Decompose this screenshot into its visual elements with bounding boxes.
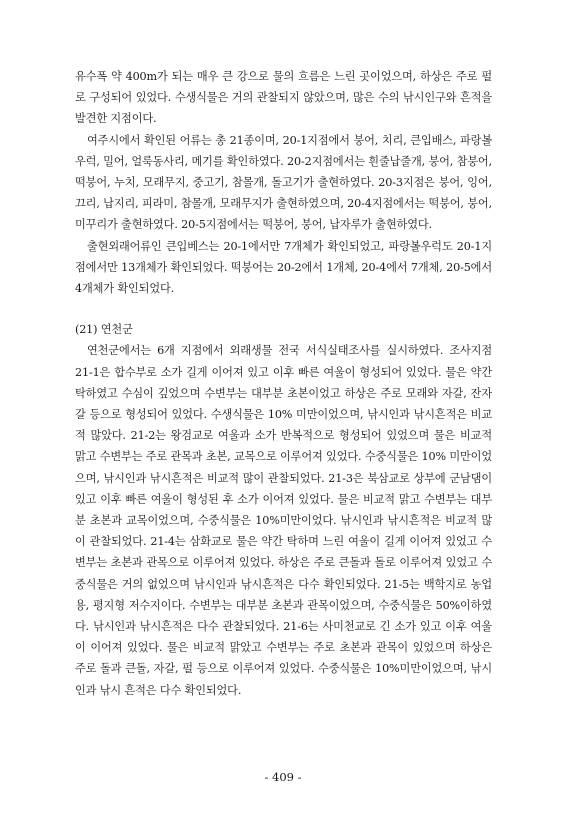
section-spacer — [75, 299, 492, 319]
paragraph-river-description: 유수폭 약 400m가 되는 매우 큰 강으로 물의 흐름은 느린 곳이었으며, 하상은 주로 펄로 구성되어 있었다. 수생식물은 거의 관찰되지 않았으며, 많은 수의 낚시인구와 흔적을 발견한 지점이다. — [75, 70, 492, 126]
paragraph-yeoncheon-survey: 연천군에서는 6개 지점에서 외래생물 전국 서식실태조사를 실시하였다. 조사지점 21-1은 합수부로 소가 길게 이어져 있고 이후 빠른 여울이 형성되어 있었다. 물은 약간 탁하였고 수심이 깊었으며 수변부는 대부분 초본이었고 하상은 주로 모래와 자갈, 잔자갈 등으로 형성되어 있었다. 수생식물은 10% 미만이었으며, 낚시인과 낚시흔적은 비교적 많았다. 21-2는 왕검교로 여울과 소가 반복적으로 형성되어 있었으며 물은 비교적 맑고 수변부는 주로 관목과 초본, 교목으로 이루어져 있었다. 수중식물은 10% 미만이었으며, 낚시인과 낚시흔적은 비교적 많이 관찰되었다. 21-3은 북삼교로 상부에 군남댐이 있고 이후 빠른 여울이 형성된 후 소가 이어져 있었다. 물은 비교적 맑고 수변부는 대부분 초본과 교목이었으며, 수중식물은 10%미만이었다. 낚시인과 낚시흔적은 비교적 많이 관찰되었다. 21-4는 삼화교로 물은 약간 탁하며 느린 여울이 길게 이어져 있었고 수변부는 초본과 관목으로 이루어져 있었다. 하상은 주로 큰돌과 돌로 이루어져 있었고 수중식물은 거의 없었으며 낚시인과 낚시흔적은 다수 확인되었다. 21-5는 백학지로 농업용, 평지형 저수지이다. 수변부는 대부분 초본과 관목이었으며, 수중식물은 50%이하였다. 낚시인과 낚시흔적은 다수 관찰되었다. 21-6는 사미천교로 긴 소가 있고 이후 여울이 이어져 있었다. 물은 비교적 맑았고 수변부는 주로 초본과 관목이 있었으며 하상은 주로 돌과 큰돌, 자갈, 펄 등으로 이루어져 있었다. 수중식물은 10%미만이었으며, 낚시인과 낚시 흔적은 다수 확인되었다. — [75, 344, 492, 697]
paragraph-yeoju-species: 여주시에서 확인된 어류는 총 21종이며, 20-1지점에서 붕어, 치리, 큰입배스, 파랑볼우럭, 밀어, 얼룩동사리, 메기를 확인하였다. 20-2지점에서는 흰줄납줄개, 붕어, 참붕어, 떡붕어, 누치, 모래무지, 중고기, 참몰개, 돌고기가 출현하였다. 20-3지점은 붕어, 잉어, 끄리, 납지리, 피라미, 참몰개, 모래무지가 출현하였으며, 20-4지점에서는 떡붕어, 붕어, 미꾸리가 출현하였다. 20-5지점에서는 떡붕어, 붕어, 납자루가 출현하였다. — [75, 133, 492, 232]
paragraph-invasive-species: 출현외래어류인 큰입베스는 20-1에서만 7개체가 확인되었고, 파랑볼우럭도 20-1지점에서만 13개체가 확인되었다. 떡붕어는 20-2에서 1개체, 20-4에서 7개체, 20-5에서 4개체가 확인되었다. — [75, 239, 492, 296]
document-body — [75, 66, 492, 701]
section-heading: (21) 연천군 — [75, 323, 133, 337]
page-number: - 409 - — [264, 770, 302, 784]
